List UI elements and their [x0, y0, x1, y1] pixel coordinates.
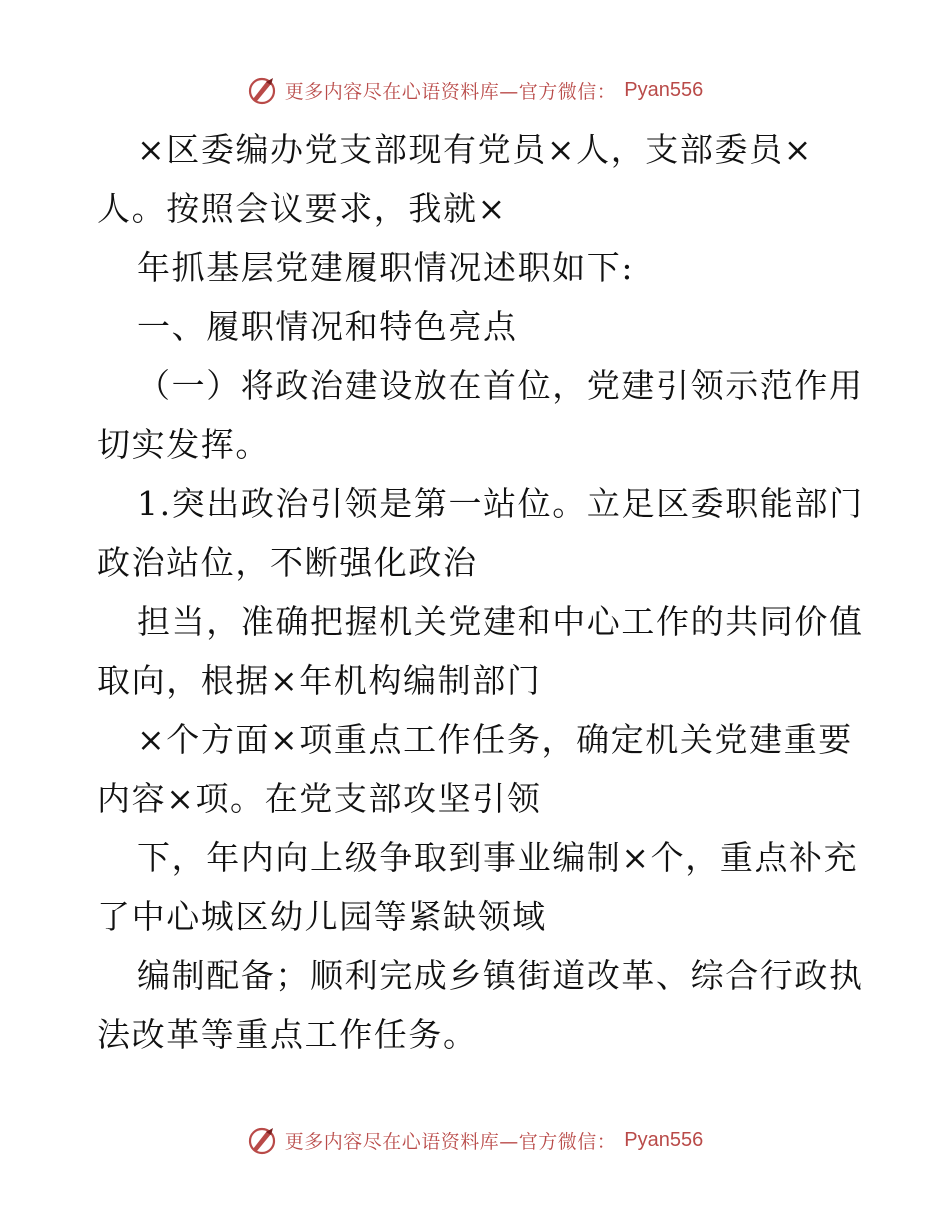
text-line: 内容×项。在党支部攻坚引领: [97, 779, 542, 818]
text-line: 取向，根据×年机构编制部门: [97, 661, 542, 700]
watermark-text: 更多内容尽在心语资料库—官方微信：: [284, 80, 617, 103]
text-line: 编制配备；顺利完成乡镇街道改革、综合行政执: [137, 956, 864, 995]
section-heading: 一、履职情况和特色亮点: [137, 307, 518, 346]
text-line: 了中心城区幼儿园等紧缺领域: [97, 897, 547, 936]
quill-pen-logo-icon: [247, 1125, 277, 1155]
text-line: 下，年内向上级争取到事业编制×个，重点补充: [137, 838, 859, 877]
watermark-account: Pyan556: [624, 1128, 704, 1151]
text-line: 法改革等重点工作任务。: [97, 1015, 478, 1054]
document-body: [97, 120, 864, 1064]
text-line: 切实发挥。: [97, 425, 270, 464]
text-line: ×个方面×项重点工作任务，确定机关党建重要: [137, 720, 853, 759]
footer-watermark: [0, 1120, 950, 1160]
header-watermark: [0, 70, 950, 110]
quill-pen-logo-icon: [247, 75, 277, 105]
text-line: 政治站位，不断强化政治: [97, 543, 478, 582]
text-line: ×区委编办党支部现有党员×人，支部委员×: [137, 130, 813, 169]
text-line: 年抓基层党建履职情况述职如下:: [137, 248, 635, 287]
text-line: 担当，准确把握机关党建和中心工作的共同价值: [137, 602, 864, 641]
text-line: 人。按照会议要求，我就×: [97, 189, 507, 228]
subsection-heading: （一）将政治建设放在首位，党建引领示范作用: [137, 366, 864, 405]
watermark-account: Pyan556: [624, 78, 704, 101]
watermark-text: 更多内容尽在心语资料库—官方微信：: [284, 1130, 617, 1153]
text-line: 1.突出政治引领是第一站位。立足区委职能部门: [137, 484, 864, 523]
